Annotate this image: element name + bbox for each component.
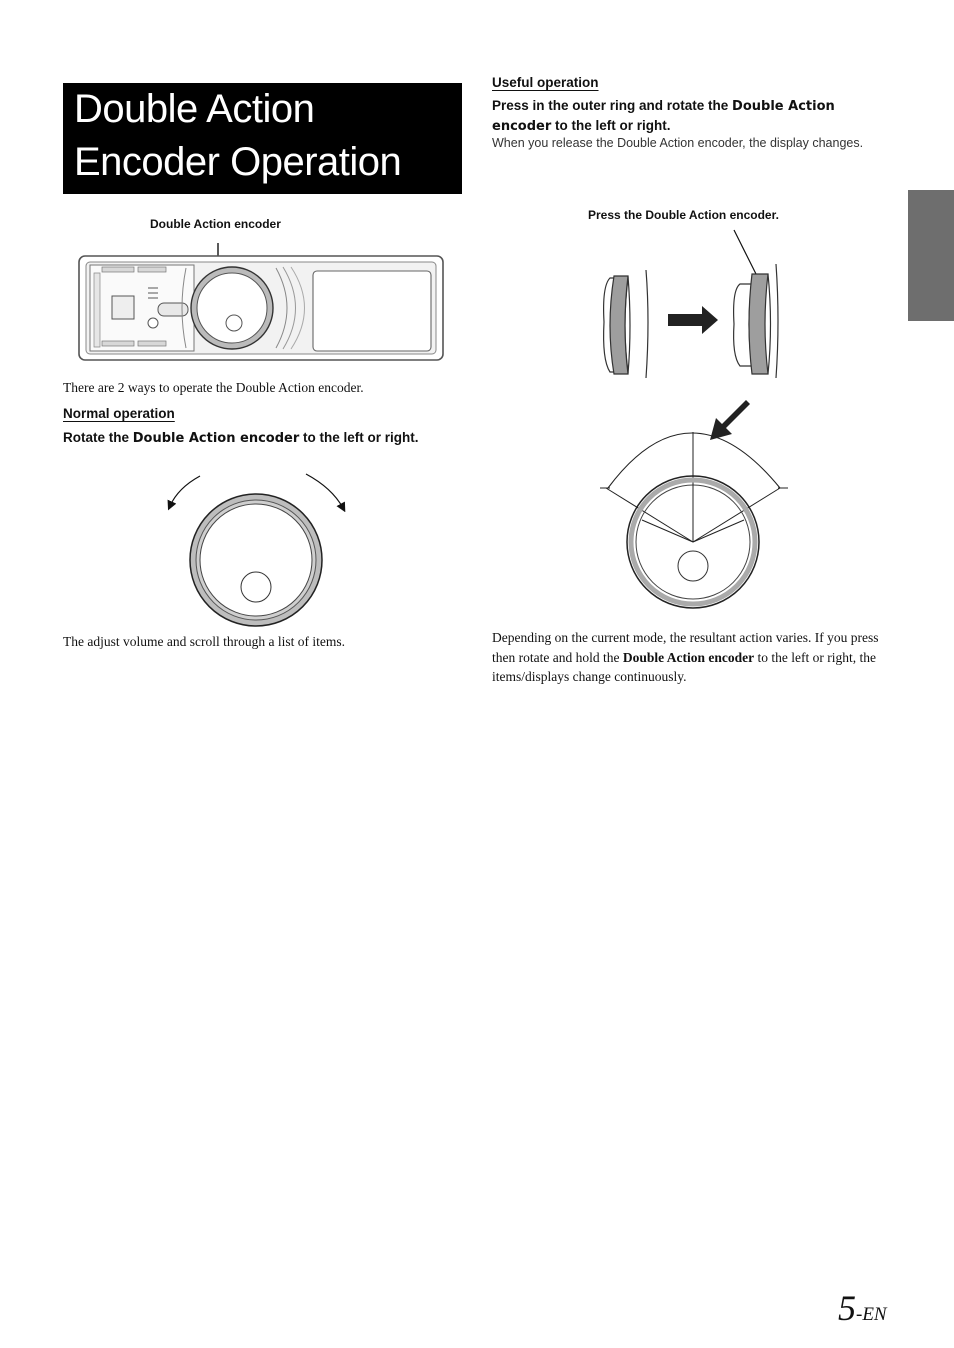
normal-operation-caption: The adjust volume and scroll through a list of items. [63,634,345,649]
page-title [63,83,462,194]
figure-label-encoder: Double Action encoder [150,217,281,231]
instr-pre: Rotate the [63,430,133,445]
rotate-knob-illustration [160,466,360,634]
desc-post: to the left or right, the items/displays change continuously. [492,649,876,684]
useful-instr-pre: Press in the outer ring and rotate the [492,98,733,113]
instr-keyword: Double Action encoder [132,431,300,446]
useful-operation-instruction [492,96,892,136]
useful-instr-post: to the left or right. [551,118,671,133]
page-number [838,1287,887,1329]
section-side-tab [908,190,954,321]
page-number-digit: 5 [838,1288,856,1328]
title-line-1: Double Action [74,87,315,131]
intro-text: There are 2 ways to operate the Double Action encoder. [63,380,364,395]
desc-pre: Depending on the current mode, the resultant action varies. If you press then rotate and hold the [492,630,879,665]
useful-instr-keyword: Double Action encoder [492,99,835,134]
figure-label-press: Press the Double Action encoder. [588,208,779,222]
useful-operation-description [492,628,892,687]
useful-operation-note: When you release the Double Action encoder, the display changes. [492,136,864,150]
faceplate-illustration [76,243,446,365]
title-line-2: Encoder Operation [74,140,402,184]
page-number-suffix: -EN [856,1304,887,1325]
press-rotate-illustration [592,226,802,614]
normal-operation-heading: Normal operation [63,406,175,421]
instr-post: to the left or right. [299,430,419,445]
normal-operation-instruction [63,428,419,448]
desc-keyword: Double Action encoder [622,649,755,665]
useful-operation-heading: Useful operation [492,75,599,90]
